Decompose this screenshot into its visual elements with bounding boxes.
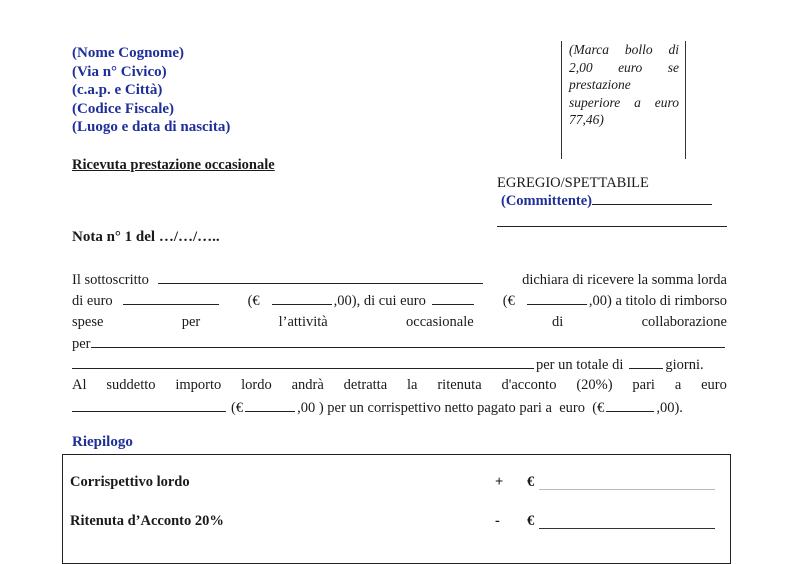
body-line-4 bbox=[72, 333, 727, 354]
recipient-address-line bbox=[497, 226, 727, 227]
activity-blank-continued bbox=[72, 354, 534, 369]
note-number: Nota n° 1 del …/…/….. bbox=[72, 229, 220, 245]
withholding-figures-blank bbox=[245, 397, 295, 412]
body-text: pari bbox=[632, 377, 655, 394]
name-blank bbox=[158, 269, 483, 284]
body-text: collaborazione bbox=[641, 313, 727, 330]
body-line-3 bbox=[72, 312, 727, 333]
body-text: giorni. bbox=[665, 357, 704, 374]
recipient-blank bbox=[592, 204, 712, 205]
sender-birth: (Luogo e data di nascita) bbox=[72, 119, 231, 135]
days-blank bbox=[629, 354, 663, 369]
summary-title: Riepilogo bbox=[72, 434, 133, 450]
body-text: (€ bbox=[247, 293, 260, 310]
summary-currency: € bbox=[527, 513, 535, 529]
body-line-1 bbox=[72, 269, 727, 290]
reimbursement-blank bbox=[432, 290, 474, 305]
body-text: ,00 ) per un corrispettivo netto pagato pari a euro (€ bbox=[297, 399, 605, 416]
sender-name: (Nome Cognome) bbox=[72, 45, 185, 61]
recipient-label: EGREGIO/SPETTABILE bbox=[497, 175, 649, 191]
summary-row-withholding bbox=[70, 513, 730, 530]
activity-blank bbox=[91, 333, 725, 348]
body-text: per bbox=[181, 313, 201, 330]
body-text: ,00). bbox=[656, 399, 683, 416]
body-text: (20%) bbox=[576, 377, 613, 394]
body-paragraph bbox=[72, 269, 727, 418]
sender-city: (c.a.p. e Città) bbox=[72, 82, 163, 98]
body-text: d'acconto bbox=[501, 377, 557, 394]
body-text: suddetto bbox=[106, 377, 156, 394]
summary-sign: - bbox=[495, 513, 500, 529]
sender-address: (Via n° Civico) bbox=[72, 63, 167, 80]
body-text: ,00), di cui euro bbox=[333, 293, 426, 310]
summary-sign: + bbox=[495, 474, 504, 490]
body-text: a bbox=[674, 377, 682, 394]
body-text: di euro bbox=[72, 293, 113, 310]
body-text: l’attività bbox=[278, 313, 328, 330]
body-text: ,00) a titolo di rimborso bbox=[588, 293, 727, 310]
gross-amount-blank bbox=[123, 290, 219, 305]
body-text: detratta bbox=[343, 377, 388, 394]
sender-tax-code: (Codice Fiscale) bbox=[72, 100, 175, 117]
body-text: occasionale bbox=[406, 313, 474, 330]
body-line-7 bbox=[72, 397, 727, 418]
summary-label: Ritenuta d’Acconto 20% bbox=[70, 513, 224, 529]
body-text: ritenuta bbox=[437, 377, 482, 394]
body-text: (€ bbox=[231, 399, 244, 416]
summary-currency: € bbox=[527, 474, 535, 490]
body-text: Al bbox=[72, 377, 87, 394]
body-text: (€ bbox=[502, 293, 515, 310]
body-text: importo bbox=[175, 377, 222, 394]
document-title: Ricevuta prestazione occasionale bbox=[72, 157, 275, 173]
recipient-row bbox=[501, 193, 712, 210]
reimbursement-figures-blank bbox=[527, 290, 587, 305]
body-text: di bbox=[552, 313, 564, 330]
stamp-text: (Marca bollo di 2,00 euro se prestazione superiore a euro 77,46) bbox=[569, 42, 679, 127]
withholding-amount-blank bbox=[72, 397, 226, 412]
sender-block bbox=[72, 44, 230, 137]
body-text: spese bbox=[72, 313, 104, 330]
revenue-stamp-box bbox=[561, 41, 686, 159]
summary-box bbox=[62, 454, 731, 564]
summary-amount-line bbox=[539, 528, 715, 529]
body-text: la bbox=[407, 377, 418, 394]
summary-row-gross bbox=[70, 474, 730, 491]
summary-label: Corrispettivo lordo bbox=[70, 474, 190, 490]
body-line-5 bbox=[72, 354, 727, 375]
gross-amount-figures-blank bbox=[272, 290, 332, 305]
body-text: per bbox=[72, 335, 91, 352]
body-text: lordo bbox=[241, 377, 272, 394]
body-text: dichiara di ricevere la somma lorda bbox=[522, 272, 727, 288]
body-line-6 bbox=[72, 375, 727, 396]
body-line-2 bbox=[72, 290, 727, 311]
body-text: andrà bbox=[291, 377, 324, 394]
body-text: per un totale di bbox=[536, 357, 624, 374]
recipient-name: (Committente) bbox=[501, 193, 592, 209]
body-text: euro bbox=[701, 377, 727, 394]
net-amount-blank bbox=[606, 397, 654, 412]
body-text: Il sottoscritto bbox=[72, 272, 149, 288]
summary-amount-line bbox=[539, 489, 715, 490]
